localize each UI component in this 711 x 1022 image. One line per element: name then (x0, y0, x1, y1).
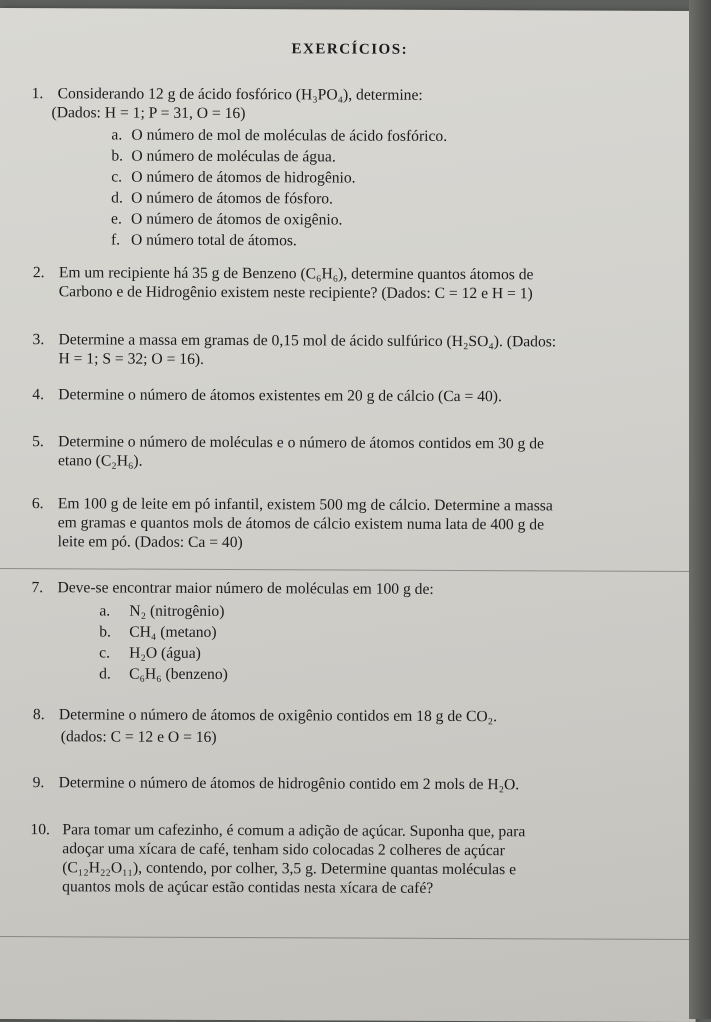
question-line: quantos mols de açúcar estão contidas nesta xícara de café? (62, 878, 434, 897)
question-line: Determine o número de átomos existentes em 20 g de cálcio (Ca = 40). (58, 386, 502, 406)
worksheet-paper (0, 8, 700, 1022)
question-line: Em um recipiente há 35 g de Benzeno (C₆H₆), determine quantos átomos de (58, 264, 534, 284)
page-title: EXERCÍCIOS: (291, 41, 409, 58)
option-item: e. O número de átomos de oxigênio. (111, 210, 343, 229)
question-number: 2. (32, 264, 45, 282)
question-line: adoçar uma xícara de café, tenham sido colocadas 2 colheres de açúcar (62, 840, 505, 860)
question-number: 3. (32, 331, 45, 349)
paper-fold-line (0, 936, 696, 940)
option-item: c. O número de átomos de hidrogênio. (111, 168, 356, 187)
question-line: Determine a massa em gramas de 0,15 mol de ácido sulfúrico (H₂SO₄). (Dados: (58, 331, 557, 351)
question-line: Carbono e de Hidrogênio existem neste recipiente? (Dados: C = 12 e H = 1) (58, 283, 533, 303)
question-line: Para tomar um cafezinho, é comum a adição de açúcar. Suponha que, para (62, 821, 526, 841)
question-6 (31, 494, 660, 554)
question-number: 7. (31, 579, 44, 597)
question-9 (32, 773, 659, 795)
question-5 (32, 432, 658, 473)
question-line: (C₁₂H₂₂O₁₁), contendo, por colher, 3,5 g. Determine quantas moléculas e (62, 859, 517, 879)
option-item: a. O número de mol de moléculas de ácido fosfórico. (111, 126, 448, 145)
question-1 (31, 84, 678, 125)
option-item: f. O número total de átomos. (110, 231, 297, 250)
question-line: H = 1; S = 32; O = 16). (58, 350, 205, 368)
question-dados: (Dados: H = 1; P = 31, O = 16) (51, 104, 246, 123)
question-line: leite em pó. (Dados: Ca = 40) (57, 533, 243, 552)
option-item: a. N₂ (nitrogênio) (99, 602, 225, 620)
question-number: 1. (31, 85, 44, 103)
question-number: 4. (32, 386, 45, 404)
question-text: Considerando 12 g de ácido fosfórico (H₃PO₄), determine: (57, 85, 423, 104)
question-10 (30, 820, 662, 899)
question-number: 9. (32, 774, 45, 792)
question-number: 6. (31, 495, 44, 513)
question-line: (dados: C = 12 e O = 16) (60, 728, 217, 746)
question-line: Determine o número de átomos de hidrogênio contido em 2 mols de H₂O. (58, 774, 520, 794)
option-item: d. C₆H₆ (benzeno) (99, 665, 228, 684)
option-item: d. O número de átomos de fósforo. (111, 189, 334, 208)
question-2 (32, 263, 659, 304)
question-7 (31, 578, 657, 600)
option-item: c. H₂O (água) (99, 644, 201, 662)
question-3 (32, 330, 668, 371)
paper-fold-line (0, 568, 698, 572)
background-edge (689, 0, 711, 1019)
question-number: 10. (30, 821, 50, 839)
question-line: Determine o número de moléculas e o número de átomos contidos em 30 g de (58, 433, 545, 453)
option-item: b. O número de moléculas de água. (111, 147, 336, 166)
question-line: Determine o número de átomos de oxigênio contidos em 18 g de CO₂. (58, 706, 498, 726)
question-number: 8. (32, 706, 45, 724)
question-8 (32, 705, 659, 749)
question-4 (32, 385, 668, 407)
question-line: em gramas e quantos mols de átomos de cálcio existem numa lata de 400 g de (57, 514, 545, 534)
question-line: Em 100 g de leite em pó infantil, existem 500 mg de cálcio. Determine a massa (57, 495, 553, 515)
question-text: Deve-se encontrar maior número de moléculas em 100 g de: (57, 579, 434, 598)
question-line: etano (C₂H₆). (57, 452, 143, 470)
question-number: 5. (32, 433, 44, 451)
option-item: b. CH₄ (metano) (99, 623, 217, 641)
